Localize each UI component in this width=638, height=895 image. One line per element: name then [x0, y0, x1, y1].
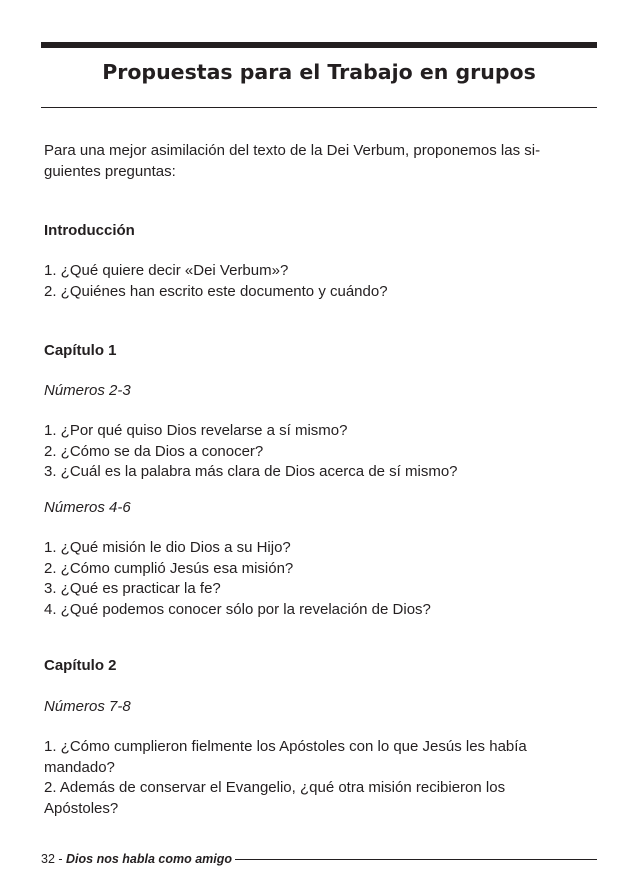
question-item: 3. ¿Qué es practicar la fe?	[44, 580, 221, 597]
subheading-numeros-7-8: Números 7-8	[44, 698, 131, 715]
question-line: 1. ¿Cómo cumplieron fielmente los Apóstoles con lo que Jesús les había	[44, 738, 527, 755]
footer-separator: -	[54, 852, 67, 866]
question-item: 2. ¿Cómo cumplió Jesús esa misión?	[44, 559, 294, 577]
question-item: 4. ¿Qué podemos conocer sólo por la revelación de Dios?	[44, 600, 431, 618]
footer-text	[41, 850, 232, 868]
question-item: 1. ¿Qué quiere decir «Dei Verbum»?	[44, 262, 289, 279]
question-list-numeros-2-3	[44, 421, 458, 483]
question-item: 1. ¿Por qué quiso Dios revelarse a sí mismo?	[44, 422, 348, 439]
intro-line: guientes preguntas:	[44, 162, 176, 180]
question-line: mandado?	[44, 758, 115, 776]
question-item: 2. ¿Cómo se da Dios a conocer?	[44, 442, 264, 460]
footer-rule	[235, 859, 597, 860]
question-line: Apóstoles?	[44, 799, 119, 817]
question-item: 2. ¿Quiénes han escrito este documento y cuándo?	[44, 282, 388, 300]
subheading-numeros-4-6: Números 4-6	[44, 499, 131, 516]
page-title: Propuestas para el Trabajo en grupos	[102, 60, 536, 84]
book-title: Dios nos habla como amigo	[66, 852, 233, 866]
subheading-numeros-2-3: Números 2-3	[44, 382, 131, 399]
question-item: 1. ¿Qué misión le dio Dios a su Hijo?	[44, 539, 291, 556]
page-number: 32	[41, 852, 55, 866]
title-underline-rule	[41, 107, 597, 108]
section-heading-capitulo-1: Capítulo 1	[44, 342, 117, 359]
section-heading-capitulo-2: Capítulo 2	[44, 657, 117, 674]
intro-line: Para una mejor asimilación del texto de la Dei Verbum, proponemos las si-	[44, 142, 541, 159]
question-list-introduccion	[44, 261, 388, 302]
top-thick-rule	[41, 42, 597, 48]
intro-paragraph	[44, 141, 597, 182]
page-footer	[41, 850, 597, 868]
section-heading-introduccion: Introducción	[44, 222, 135, 239]
question-line: 2. Además de conservar el Evangelio, ¿qué otra misión recibieron los	[44, 779, 506, 796]
question-list-numeros-4-6	[44, 538, 431, 620]
question-item: 3. ¿Cuál es la palabra más clara de Dios acerca de sí mismo?	[44, 463, 458, 480]
question-list-numeros-7-8	[44, 737, 527, 819]
